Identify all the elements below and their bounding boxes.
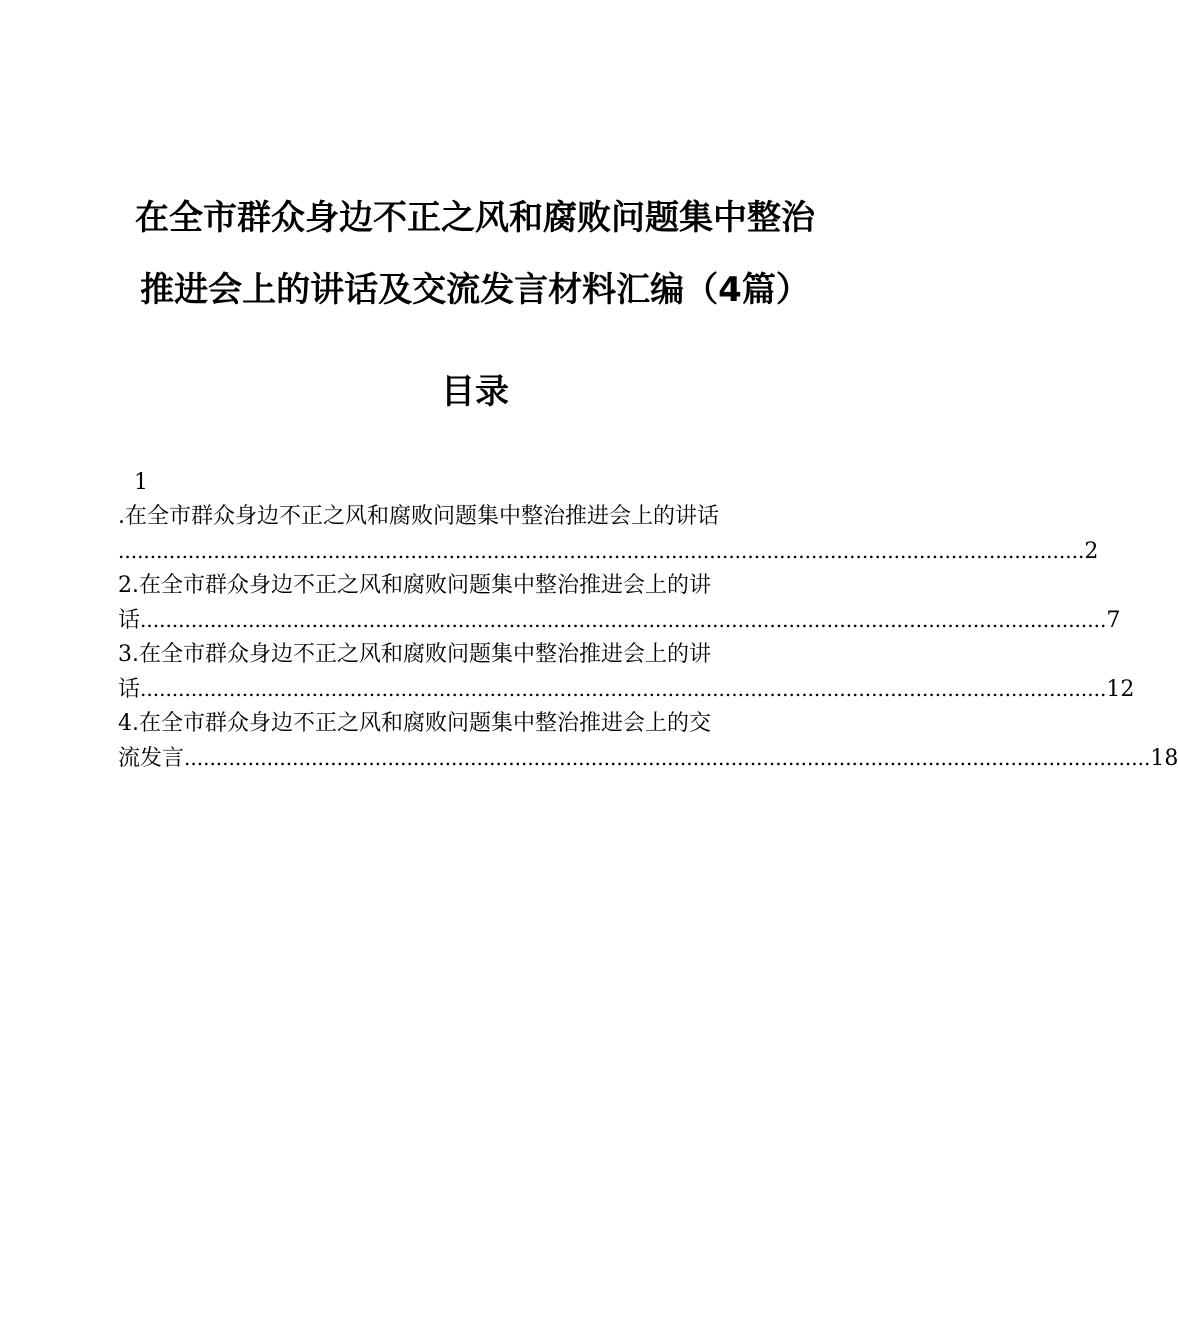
toc-entry-1[interactable] bbox=[118, 466, 1099, 569]
toc-entry-leader-row bbox=[118, 672, 1135, 707]
toc-entry-title bbox=[118, 569, 838, 603]
toc-entry-title bbox=[118, 707, 838, 741]
document-title-line2: 推进会上的讲话及交流发言材料汇编（4篇） bbox=[140, 270, 810, 310]
toc-entry-title-continued: 话 bbox=[118, 677, 141, 702]
dot-leader: ........................................................................................................................................................ bbox=[184, 746, 1151, 770]
toc-entry-4[interactable] bbox=[118, 707, 1178, 776]
toc-entry-title-continued: 话 bbox=[118, 608, 141, 633]
toc-entry-number: 2 bbox=[118, 573, 132, 598]
toc-heading: 目录 bbox=[441, 372, 509, 412]
toc-entry-title-continued: 流发言 bbox=[118, 746, 185, 771]
dot-leader: ........................................................................................................................................................ bbox=[140, 608, 1107, 632]
toc-entry-title-text: .在全市群众身边不正之风和腐败问题集中整治推进会上的讲 bbox=[132, 642, 711, 667]
toc-entry-number: 1 bbox=[134, 470, 148, 495]
toc-entry-leader-row bbox=[118, 603, 1121, 638]
toc-entry-number: 3 bbox=[118, 642, 132, 667]
dot-leader: ........................................................................................................................................................ bbox=[118, 539, 1085, 563]
toc-entry-title-text: .在全市群众身边不正之风和腐败问题集中整治推进会上的讲 bbox=[132, 573, 711, 598]
toc-entry-page-number: 12 bbox=[1106, 677, 1135, 702]
dot-leader: ........................................................................................................................................................ bbox=[140, 677, 1107, 701]
document-title-line1: 在全市群众身边不正之风和腐败问题集中整治 bbox=[135, 198, 815, 238]
toc-entry-number: 4 bbox=[118, 711, 132, 736]
toc-entry-2[interactable] bbox=[118, 569, 1121, 638]
toc-entry-page-number: 2 bbox=[1084, 539, 1099, 564]
toc-entry-title bbox=[118, 638, 838, 672]
table-of-contents bbox=[118, 466, 1178, 776]
toc-entry-3[interactable] bbox=[118, 638, 1135, 707]
toc-entry-page-number: 18 bbox=[1150, 746, 1178, 771]
toc-entry-title-text: .在全市群众身边不正之风和腐败问题集中整治推进会上的交 bbox=[132, 711, 711, 736]
toc-entry-leader-row bbox=[118, 534, 1099, 569]
toc-entry-title: .在全市群众身边不正之风和腐败问题集中整治推进会上的讲话 bbox=[118, 504, 719, 529]
toc-entry-leader-row bbox=[118, 741, 1178, 776]
toc-entry-page-number: 7 bbox=[1106, 608, 1121, 633]
